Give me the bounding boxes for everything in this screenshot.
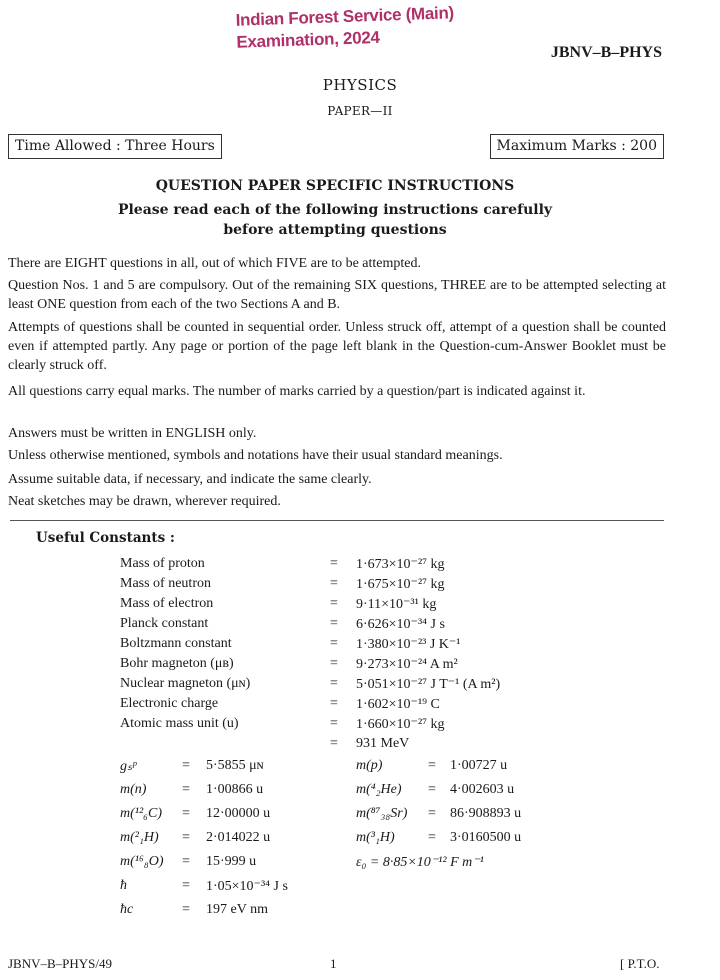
instructions-subtitle-1: Please read each of the following instructions carefully — [117, 202, 553, 218]
equals-sign: = — [330, 736, 338, 751]
equals-sign: = — [182, 806, 190, 821]
footer-paper-code: JBNV–B–PHYS/49 — [8, 956, 113, 971]
constant-value: 86·908893 u — [450, 806, 522, 821]
equals-sign: = — [182, 854, 190, 869]
constant-value: 1·660×10⁻²⁷ kg — [356, 717, 445, 732]
constant-symbol: m(n) — [120, 782, 147, 797]
equals-sign: = — [428, 806, 436, 821]
constant-label: Planck constant — [120, 616, 209, 631]
equals-sign: = — [330, 616, 338, 631]
constant-symbol: m(⁴₂He) — [356, 782, 402, 797]
exam-stamp — [235, 2, 455, 54]
instruction-paragraph: Assume suitable data, if necessary, and indicate the same clearly. — [8, 472, 372, 487]
equals-sign: = — [330, 716, 338, 731]
maximum-marks-box: Maximum Marks : 200 — [490, 134, 664, 159]
instruction-paragraph: Question Nos. 1 and 5 are compulsory. Out of the remaining SIX questions, THREE are to be attempted selecting at least ONE question from each of the two Sections A and B. — [8, 278, 666, 312]
instructions-title: QUESTION PAPER SPECIFIC INSTRUCTIONS — [155, 178, 515, 194]
equals-sign: = — [330, 596, 338, 611]
constant-value: 1·602×10⁻¹⁹ C — [356, 697, 440, 712]
instruction-paragraph: All questions carry equal marks. The number of marks carried by a question/part is indicated against it. — [8, 384, 586, 399]
constant-symbol: ħc — [120, 902, 134, 917]
equals-sign: = — [428, 830, 436, 845]
stamp-line-2: Examination, 2024 — [236, 27, 380, 52]
section-divider — [10, 520, 664, 521]
instruction-paragraph: Attempts of questions shall be counted in sequential order. Unless struck off, attempt of a question shall be counted even if attempted partly. Any page or portion of the page left blank in the Question-cum-Answer Booklet must be clearly struck off. — [8, 320, 666, 373]
constant-value: 9·11×10⁻³¹ kg — [356, 597, 437, 612]
constants-title: Useful Constants : — [36, 530, 175, 546]
constant-label: Electronic charge — [120, 696, 219, 711]
constant-symbol: ħ — [120, 878, 127, 893]
equals-sign: = — [330, 676, 338, 691]
equals-sign: = — [428, 758, 436, 773]
instruction-paragraph: Neat sketches may be drawn, wherever required. — [8, 494, 281, 509]
constant-value: 1·380×10⁻²³ J K⁻¹ — [356, 637, 461, 652]
equals-sign: = — [428, 782, 436, 797]
constant-label: Bohr magneton (μʙ) — [120, 656, 234, 671]
constant-label: Mass of neutron — [120, 576, 211, 591]
equals-sign: = — [182, 830, 190, 845]
constant-value: 5·051×10⁻²⁷ J T⁻¹ (A m²) — [356, 677, 501, 692]
equals-sign: = — [330, 556, 338, 571]
constant-label: Mass of proton — [120, 556, 205, 571]
constant-symbol: m(¹⁶₈O) — [120, 854, 164, 869]
constant-value: 1·00866 u — [206, 782, 264, 797]
constant-value: 2·014022 u — [206, 830, 271, 845]
constant-value: 6·626×10⁻³⁴ J s — [356, 617, 445, 632]
constant-value: 1·05×10⁻³⁴ J s — [206, 879, 288, 894]
constant-label: Boltzmann constant — [120, 636, 232, 651]
constant-value: 1·673×10⁻²⁷ kg — [356, 557, 445, 572]
constant-symbol: ε₀ = 8·85×10⁻¹² F m⁻¹ — [356, 855, 484, 870]
equals-sign: = — [330, 636, 338, 651]
paper-code: JBNV–B–PHYS — [550, 44, 662, 61]
constant-symbol: gₛᵖ — [120, 759, 137, 774]
equals-sign: = — [330, 576, 338, 591]
footer-pto: [ P.T.O. — [620, 956, 660, 971]
constant-label: Nuclear magneton (μɴ) — [120, 676, 251, 691]
constant-value: 9·273×10⁻²⁴ A m² — [356, 657, 458, 672]
equals-sign: = — [330, 696, 338, 711]
constant-label: Mass of electron — [120, 596, 214, 611]
constant-value: 1·00727 u — [450, 758, 508, 773]
time-allowed-box: Time Allowed : Three Hours — [8, 134, 222, 159]
constant-symbol: m(p) — [356, 758, 383, 773]
constant-symbol: m(¹²₆C) — [120, 806, 163, 821]
instructions-subtitle-2: before attempting questions — [223, 222, 447, 238]
constant-value: 12·00000 u — [206, 806, 271, 821]
paper-number: PAPER—II — [327, 104, 393, 118]
equals-sign: = — [182, 782, 190, 797]
constant-label: Atomic mass unit (u) — [120, 716, 239, 731]
constant-value: 4·002603 u — [450, 782, 515, 797]
instruction-paragraph: There are EIGHT questions in all, out of which FIVE are to be attempted. — [8, 256, 422, 271]
constant-symbol: m(⁸⁷₃₈Sr) — [356, 806, 408, 821]
instruction-paragraph: Answers must be written in ENGLISH only. — [8, 426, 257, 441]
constant-value: 931 MeV — [356, 736, 410, 751]
constant-symbol: m(²₁H) — [120, 830, 159, 845]
equals-sign: = — [182, 878, 190, 893]
constant-value: 1·675×10⁻²⁷ kg — [356, 577, 445, 592]
constant-value: 5·5855 μɴ — [206, 758, 264, 773]
stamp-line-1: Indian Forest Service (Main) — [235, 3, 455, 30]
instruction-paragraph: Unless otherwise mentioned, symbols and notations have their usual standard meanings. — [8, 448, 503, 463]
subject-title: PHYSICS — [322, 76, 398, 94]
equals-sign: = — [182, 758, 190, 773]
equals-sign: = — [330, 656, 338, 671]
constant-value: 15·999 u — [206, 854, 257, 869]
constant-value: 3·0160500 u — [450, 830, 522, 845]
equals-sign: = — [182, 902, 190, 917]
constant-symbol: m(³₁H) — [356, 830, 395, 845]
footer-page-number: 1 — [330, 956, 337, 971]
constant-value: 197 eV nm — [206, 902, 268, 917]
